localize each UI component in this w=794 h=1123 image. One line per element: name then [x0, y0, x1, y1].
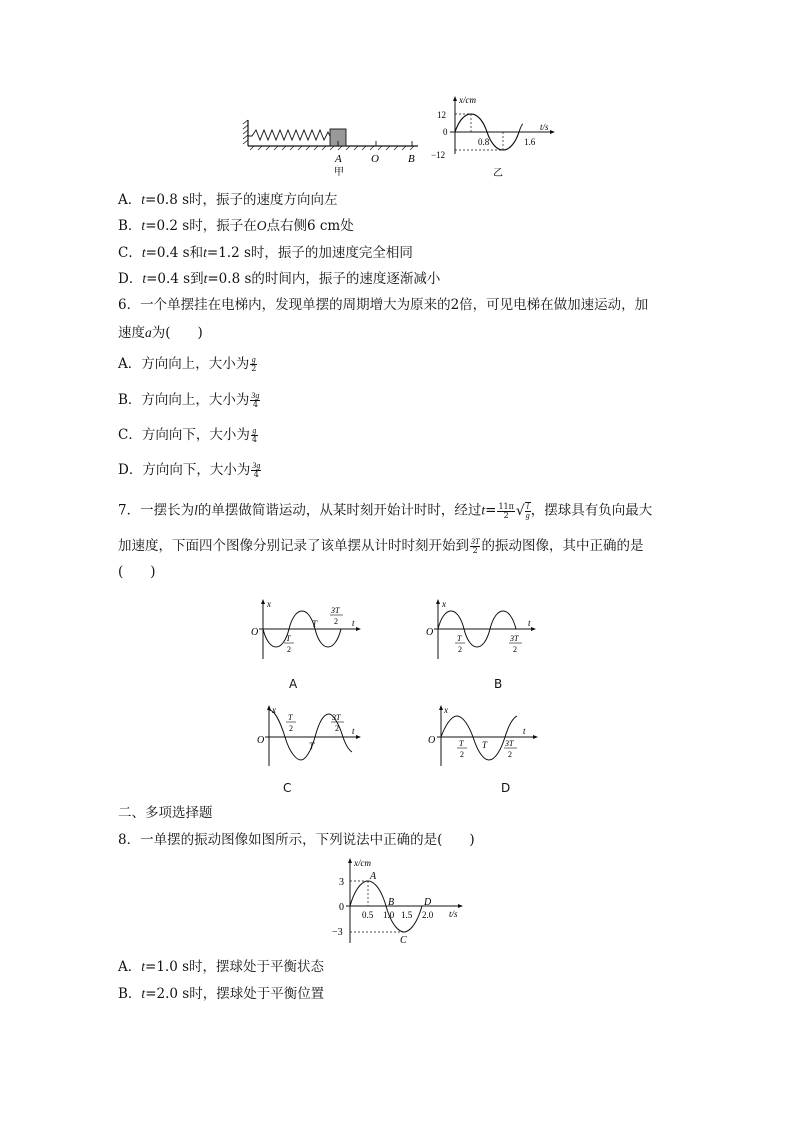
option-text: =1.2 s时，振子的加速度完全相同	[206, 245, 413, 261]
q7-caption-c: C	[283, 781, 292, 795]
q6-option-a	[118, 356, 258, 373]
ytick-neg12: −12	[431, 150, 446, 160]
q7-stem-line1	[118, 502, 652, 520]
var-t: t	[141, 245, 146, 260]
ytick-neg3: −3	[332, 927, 343, 938]
frac-den: 4	[253, 470, 259, 479]
frac-num: l	[526, 502, 529, 511]
svg-text:3T: 3T	[331, 606, 340, 615]
caption-yi: 乙	[493, 168, 503, 179]
spring-oscillator-figure	[240, 112, 430, 182]
ytick-12: 12	[437, 110, 446, 120]
option-letter: A．	[118, 959, 142, 975]
option-text: C．方向向下，大小为	[118, 427, 250, 443]
svg-text:O: O	[251, 627, 259, 638]
xtick-0.8: 0.8	[478, 137, 490, 147]
frac-den: 2	[503, 510, 509, 520]
option-text: A．方向向上，大小为	[118, 356, 250, 372]
option-letter: A．	[118, 192, 142, 208]
sqrt: √ $\frac{l}{g}$	[515, 502, 530, 520]
stem-text: 的振动图像，其中正确的是	[481, 538, 644, 554]
option-text: B．方向向上，大小为	[118, 392, 250, 408]
q6-stem-line2	[118, 326, 203, 341]
option-text: =0.2 s时，振子在	[145, 218, 257, 234]
q5-option-b	[118, 219, 354, 234]
ytick-0: 0	[339, 902, 344, 913]
svg-text:t: t	[352, 618, 355, 628]
var-a: a	[145, 325, 152, 340]
fraction	[470, 538, 480, 555]
frac-num: 11π	[498, 501, 514, 511]
frac-den: 4	[252, 400, 258, 409]
frac-den: 2	[251, 364, 257, 373]
svg-text:3T: 3T	[505, 739, 514, 748]
option-text: =0.4 s到	[146, 271, 204, 287]
stem-text: 加速度，下面四个图像分别记录了该单摆从计时时刻开始到	[118, 538, 469, 554]
svg-text:2: 2	[335, 724, 339, 733]
q6-option-d	[118, 462, 262, 479]
q5-option-d	[118, 272, 440, 287]
spring	[248, 130, 330, 140]
svg-text:x: x	[272, 705, 276, 715]
point-A: A	[370, 871, 377, 882]
svg-text:T: T	[459, 739, 464, 748]
svg-text:2: 2	[289, 724, 293, 733]
q8-option-b	[118, 987, 324, 1002]
fraction	[497, 503, 514, 520]
svg-text:3T: 3T	[332, 713, 341, 722]
option-text: =0.8 s的时间内，振子的速度逐渐减小	[207, 271, 441, 287]
svg-text:x: x	[442, 599, 446, 609]
svg-text:x: x	[267, 599, 271, 609]
option-letter: B．	[118, 218, 142, 234]
x-axis-label: t/s	[540, 122, 549, 132]
xtick-1.5: 1.5	[401, 910, 413, 920]
frac-num: 3g	[251, 391, 260, 400]
option-text: =0.8 s时，振子的速度方向向左	[145, 192, 338, 208]
x-axis-label: t/s	[449, 909, 458, 919]
frac-num: g	[252, 426, 257, 435]
svg-text:2: 2	[508, 750, 512, 759]
q7-caption-d: D	[501, 781, 511, 795]
q8-option-a	[118, 960, 324, 975]
q7-graph-b	[423, 597, 543, 662]
stem-text: ，摆球具有负向最大	[530, 502, 653, 519]
q7-caption-b: B	[494, 677, 503, 691]
var-t: t	[141, 986, 146, 1001]
option-letter: D．	[118, 271, 143, 287]
q7-caption-a: A	[289, 677, 298, 691]
xtick-1.6: 1.6	[524, 137, 536, 147]
var-t: t	[141, 218, 146, 233]
q8-vibration-graph	[330, 855, 480, 945]
ytick-0: 0	[443, 127, 448, 137]
frac-den: 2	[472, 546, 478, 555]
section-heading-multiple-choice: 二、多项选择题	[118, 805, 213, 821]
q7-stem-line3: ( )	[118, 564, 156, 580]
var-t: t	[141, 192, 146, 207]
svg-text:T: T	[288, 713, 293, 722]
fraction	[251, 427, 258, 444]
caption-jia: 甲	[334, 167, 344, 178]
frac-num: g	[251, 355, 256, 364]
svg-text:O: O	[257, 735, 265, 746]
var-t: t	[481, 502, 486, 518]
label-O: O	[371, 153, 379, 165]
option-text: =1.0 s时，摆球处于平衡状态	[145, 959, 325, 975]
frac-num: 3T	[471, 537, 480, 546]
q7-graph-d	[425, 704, 545, 769]
svg-text:T: T	[312, 619, 318, 629]
q7-stem-line2	[118, 538, 643, 555]
q7-graph-c	[245, 704, 365, 769]
frac-den: g	[525, 511, 530, 520]
svg-text:T: T	[457, 634, 462, 643]
svg-text:T: T	[309, 741, 315, 751]
var-t: t	[203, 271, 208, 286]
svg-text:x: x	[444, 705, 448, 715]
svg-text:2: 2	[460, 750, 464, 759]
equals: =	[485, 502, 497, 519]
option-letter: C．	[118, 245, 142, 261]
q7-graph-a	[245, 597, 365, 662]
fraction	[250, 392, 260, 409]
svg-text:3T: 3T	[510, 634, 519, 643]
q5-option-c	[118, 246, 413, 261]
q5-option-a	[118, 193, 338, 208]
fraction	[251, 462, 261, 479]
svg-text:2: 2	[513, 645, 517, 654]
point-D: D	[424, 897, 432, 908]
q6-option-b	[118, 392, 261, 409]
stem-text: 7．一摆长为	[118, 502, 195, 519]
ytick-3: 3	[339, 877, 344, 888]
stem-text: 速度	[118, 325, 145, 341]
svg-text:2: 2	[334, 617, 338, 626]
svg-text:t: t	[352, 726, 355, 736]
option-letter: B．	[118, 986, 142, 1002]
y-axis-label: x/cm	[354, 858, 371, 868]
stem-text: 为( )	[151, 325, 203, 341]
option-text: =2.0 s时，摆球处于平衡位置	[145, 986, 325, 1002]
option-text: =0.4 s和	[145, 245, 204, 261]
xtick-0.5: 0.5	[362, 910, 374, 920]
svg-text:O: O	[428, 735, 436, 746]
svg-text:2: 2	[458, 645, 462, 654]
var-t: t	[203, 245, 207, 260]
q6-stem-line1: 6．一个单摆挂在电梯内，发现单摆的周期增大为原来的2倍，可见电梯在做加速运动，加	[118, 297, 649, 313]
var-t: t	[141, 959, 146, 974]
xtick-2.0: 2.0	[422, 910, 434, 920]
frac-den: 4	[251, 435, 257, 444]
stem-text: 的单摆做简谐运动，从某时刻开始计时时，经过	[197, 502, 482, 519]
var-t: t	[142, 271, 147, 286]
vibration-graph-top	[425, 94, 565, 184]
var-l: l	[194, 502, 198, 518]
q8-stem: 8．一单摆的振动图像如图所示，下列说法中正确的是( )	[118, 832, 475, 848]
svg-text:O: O	[426, 627, 434, 638]
var-O: O	[256, 218, 267, 233]
fraction	[250, 356, 257, 373]
svg-text:T: T	[482, 740, 488, 750]
option-text: D．方向向下，大小为	[118, 462, 251, 478]
option-text: 点右侧6 cm处	[266, 218, 354, 234]
y-axis-label: x/cm	[459, 95, 476, 105]
label-A: A	[335, 153, 342, 165]
svg-text:2: 2	[287, 645, 291, 654]
svg-text:T: T	[286, 634, 291, 643]
xtick-1.0: 1.0	[383, 910, 395, 920]
label-B: B	[408, 153, 415, 165]
frac-num: 3g	[252, 461, 261, 470]
point-B: B	[388, 897, 395, 908]
svg-text:t: t	[523, 726, 526, 736]
q6-option-c	[118, 427, 259, 444]
point-C: C	[400, 935, 407, 945]
svg-text:t: t	[528, 618, 531, 628]
